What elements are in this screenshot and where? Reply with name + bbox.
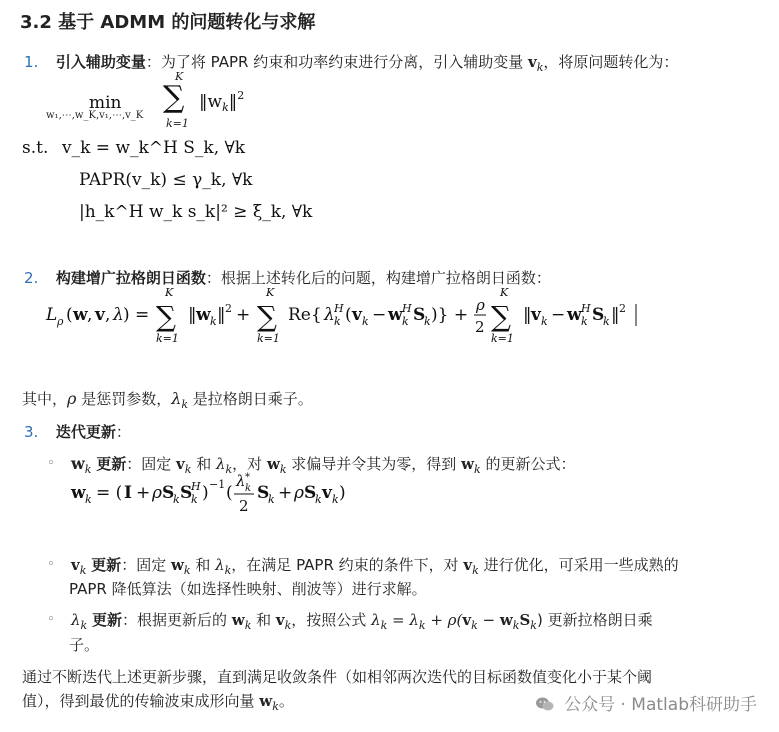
svg-text:) =: ) =	[123, 305, 150, 325]
svg-text:ρ: ρ	[294, 483, 304, 503]
bullet-icon: ◦	[47, 612, 55, 627]
constraint-1: v_k = w_k^H S_k, ∀k	[62, 138, 246, 158]
svg-text:S: S	[304, 483, 317, 503]
svg-text:w: w	[567, 305, 582, 325]
svg-text:‖: ‖	[523, 305, 532, 325]
svg-text:K: K	[266, 286, 275, 299]
svg-text:∑: ∑	[156, 300, 176, 333]
svg-text:)} +: )} +	[431, 305, 469, 325]
w-update-equation	[66, 470, 376, 518]
svg-text:ρ: ρ	[476, 296, 485, 314]
svg-text:k: k	[210, 315, 217, 328]
svg-text:k: k	[581, 315, 588, 328]
svg-text:2: 2	[239, 497, 249, 515]
svg-text:v: v	[95, 305, 105, 325]
watermark: 公众号 · Matlab科研助手	[535, 690, 757, 715]
svg-text:k: k	[245, 483, 252, 494]
svg-text:v: v	[322, 483, 332, 503]
lambda-update-text-line2: 子。	[69, 636, 100, 654]
list-item-1	[24, 51, 678, 74]
svg-text:*: *	[245, 472, 250, 483]
svg-text:(: (	[226, 483, 233, 503]
svg-text:): )	[339, 483, 346, 503]
svg-text:H: H	[191, 480, 201, 493]
svg-text:v: v	[531, 305, 541, 325]
svg-text:+: +	[136, 483, 151, 503]
svg-text:,: ,	[87, 305, 93, 325]
svg-text:w: w	[73, 305, 88, 325]
item-text: ，将原问题转化为：	[543, 53, 679, 71]
svg-text:k: k	[424, 315, 431, 328]
svg-text:w: w	[196, 305, 211, 325]
sum-lower-limit: k=1	[166, 117, 189, 130]
svg-text:k: k	[173, 493, 180, 506]
lagrangian-equation	[40, 284, 650, 348]
svg-text:k: k	[268, 493, 275, 506]
svg-text:k: k	[541, 315, 548, 328]
bullet-icon: ◦	[47, 456, 55, 471]
conclusion-line-1: 通过不断迭代上述更新步骤，直到满足收敛条件（如相邻两次迭代的目标函数值变化小于某个阈	[22, 668, 653, 686]
svg-text:ρ: ρ	[152, 483, 162, 503]
svg-text:k: k	[362, 315, 369, 328]
svg-text:Re{: Re{	[288, 305, 322, 325]
svg-text:K: K	[500, 286, 509, 299]
svg-text:v: v	[352, 305, 362, 325]
svg-text:S: S	[413, 305, 426, 325]
constraint-3: |h_k^H w_k s_k|² ≥ ξ_k, ∀k	[79, 202, 313, 222]
svg-text:(: (	[345, 305, 352, 325]
wechat-icon	[535, 696, 555, 712]
sum-upper-limit: K	[175, 70, 184, 83]
section-heading: 3.2 基于 ADMM 的问题转化与求解	[20, 12, 316, 33]
svg-text:‖: ‖	[611, 305, 620, 325]
svg-text:k: k	[315, 493, 322, 506]
math-var: v	[528, 53, 537, 71]
svg-text:w: w	[71, 483, 86, 503]
svg-text:): )	[202, 483, 209, 503]
v-update-text-line2: PAPR 降低算法（如选择性映射、削波等）进行求解。	[69, 580, 427, 598]
item-text: ：根据上述转化后的问题，构建增广拉格朗日函数：	[205, 269, 551, 287]
conclusion-line-2: 值），得到最优的传输波束成形向量 $w_k$。	[22, 692, 294, 713]
lambda-update-text: $\lambda_k$ 更新：根据更新后的 $w_k$ 和 $v_k$，按照公式 $\lambda_k = \lambda_k + \rho(v_k - w_kS_k)$ 更新拉格朗日乘	[71, 611, 653, 632]
math-sub: k	[536, 61, 544, 74]
svg-text:k: k	[332, 493, 339, 506]
svg-text:ρ: ρ	[57, 315, 64, 328]
sum-sign: ∑	[163, 80, 185, 115]
constraint-2: PAPR(v_k) ≤ γ_k, ∀k	[79, 170, 253, 190]
constraint-st: s.t.	[22, 138, 49, 158]
svg-text:k: k	[334, 315, 341, 328]
svg-text:∑: ∑	[257, 300, 277, 333]
svg-text:λ: λ	[113, 305, 124, 325]
item-title: 构建增广拉格朗日函数	[55, 269, 206, 287]
svg-text:k: k	[191, 493, 198, 506]
svg-text:λ: λ	[236, 472, 246, 490]
w-update-text: $w_k$ 更新：固定 $v_k$ 和 $\lambda_k$，对 $w_k$ 求偏导并令其为零，得到 $w_k$ 的更新公式：	[71, 454, 576, 476]
svg-text:k=1: k=1	[156, 332, 179, 345]
svg-text:k: k	[85, 493, 92, 506]
svg-text:−1: −1	[209, 478, 226, 491]
objective-min: min	[89, 93, 122, 113]
v-update-text: $v_k$ 更新：固定 $w_k$ 和 $\lambda_k$，在满足 PAPR 约束的条件下，对 $v_k$ 进行优化，可采用一些成熟的	[71, 556, 679, 577]
objective-min-subscript: w₁,⋯,w_K,v₁,⋯,v_K	[46, 110, 144, 121]
svg-text:S: S	[162, 483, 175, 503]
svg-text:∑: ∑	[491, 300, 511, 333]
svg-text:+: +	[278, 483, 293, 503]
list-number: 1.	[24, 53, 39, 71]
svg-text:H: H	[334, 302, 344, 315]
svg-text:2: 2	[475, 318, 485, 336]
svg-text:2: 2	[619, 302, 626, 315]
objective-term: $‖w_k‖^2$	[199, 89, 245, 114]
svg-text:S: S	[257, 483, 270, 503]
svg-text:w: w	[388, 305, 403, 325]
svg-text:L: L	[46, 305, 58, 325]
item-title: 引入辅助变量	[55, 53, 146, 71]
list-item-3: 3. 迭代更新：	[24, 423, 131, 441]
svg-text:k: k	[603, 315, 610, 328]
svg-text:k=1: k=1	[257, 332, 280, 345]
svg-text:S: S	[592, 305, 605, 325]
item-title: 迭代更新	[55, 423, 116, 441]
svg-text:‖: ‖	[217, 305, 226, 325]
item-text: ：为了将 PAPR 约束和功率约束进行分离，引入辅助变量	[145, 53, 529, 71]
svg-text:k=1: k=1	[491, 332, 514, 345]
penalty-note: 其中，ρ 是惩罚参数，$\lambda_k$ 是拉格朗日乘子。	[22, 389, 313, 411]
list-number: 2.	[24, 269, 39, 287]
svg-text:‖: ‖	[188, 305, 197, 325]
svg-text:k: k	[402, 315, 409, 328]
svg-text:+: +	[236, 305, 251, 325]
svg-text:H: H	[402, 302, 412, 315]
svg-text:,: ,	[105, 305, 111, 325]
svg-text:K: K	[165, 286, 174, 299]
svg-text:= (: = (	[96, 483, 123, 503]
svg-text:S: S	[180, 483, 193, 503]
svg-text:I: I	[124, 483, 132, 503]
svg-text:λ: λ	[324, 305, 335, 325]
svg-text:2: 2	[225, 302, 232, 315]
svg-text:(: (	[66, 305, 73, 325]
svg-text:−: −	[372, 305, 387, 325]
bullet-icon: ◦	[47, 557, 55, 572]
svg-text:−: −	[551, 305, 566, 325]
svg-text:H: H	[581, 302, 591, 315]
list-number: 3.	[24, 423, 39, 441]
